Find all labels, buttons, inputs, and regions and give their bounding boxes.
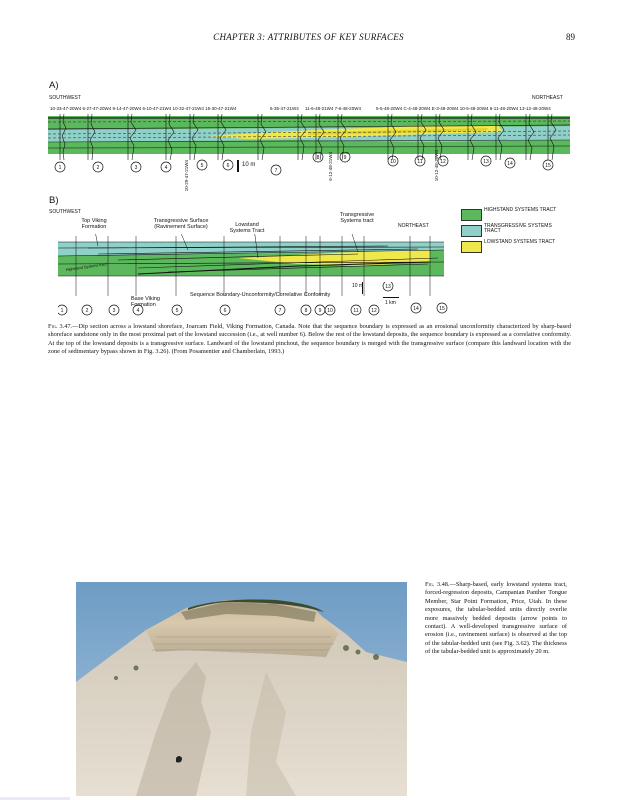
figure-b-well-markers [58,282,458,322]
figure-a-well-ids-mid2: 11-6-48-21W4 7-6-48-20W4 [305,106,361,111]
figure-a-well-ids-mid: 6-35-47-21W4 [270,106,299,111]
fig-a-well-2: 2 [96,165,100,171]
fig-b-well-1: 1 [60,308,64,314]
fig-a-well-7: 7 [274,168,278,174]
legend-lowstand: LOWSTAND SYSTEMS TRACT [484,239,556,245]
label-transgressive-tract: Transgressive Systems tract [339,212,375,224]
fig-a-well-6: 6 [226,163,230,169]
fig-b-well-4: 4 [136,308,140,314]
figure-a-vertical-id-3: 10-12-48-21W4 [434,150,439,182]
fig-a-well-10: 10 [390,159,396,165]
fig-b-well-10: 10 [327,308,333,314]
fig-a-well-1: 1 [58,165,62,171]
figure-b-southwest: SOUTHWEST [49,209,81,215]
fig-b-well-15: 15 [439,306,445,312]
label-top-viking: Top Viking Formation [81,218,107,230]
legend-swatch-transgressive [461,225,482,237]
fig-a-well-9: 9 [343,155,347,161]
fig-a-well-3: 3 [134,165,138,171]
figure-a-label: A) [49,80,59,91]
chapter-title: CHAPTER 3: ATTRIBUTES OF KEY SURFACES [213,32,404,42]
label-transgressive-surface: Transgressive Surface (Ravinement Surface) [153,218,209,230]
fig-a-well-11: 11 [417,159,423,165]
figure-a-vertical-id-1: 10-29-47-21W4 [184,160,189,192]
fig-b-well-14: 14 [413,306,419,312]
caption-fig-3-47 [48,323,571,357]
fig-a-well-5: 5 [200,163,204,169]
fig-b-well-12: 12 [371,308,377,314]
legend-swatch-lowstand [461,241,482,253]
label-sequence-boundary: Sequence Boundary-Unconformity/Correlative Conformity [190,292,331,298]
figure-b-label: B) [49,195,59,206]
figure-a-well-ids-left: 10-33-47-20W4 6-27-47-20W4 9-14-47-20W4 6-10-47-21W4 10-32-47-21W4 15-30-47-21W4 [50,106,237,111]
fig-a-well-15: 15 [545,163,551,169]
figure-a-vertical-id-2: 6-12-48-21W4 [328,152,333,181]
figure-b-scale-v: 10 m [352,283,364,289]
fig-b-well-6: 6 [223,308,227,314]
fig-a-well-8: 8 [316,155,320,161]
fig-a-well-13: 13 [483,159,489,165]
figure-a-southwest: SOUTHWEST [49,95,81,101]
fig-a-well-4: 4 [164,165,168,171]
figure-a-scale-label: 10 m [242,162,256,168]
fig-b-well-3: 3 [112,308,116,314]
fig-b-well-2: 2 [85,308,89,314]
b-highstand-label: Highstand Systems tract [65,262,107,272]
fig-b-well-13: 13 [385,284,391,290]
figure-a-well-ids-right: 5-5-48-20W4 C-4-48-20W4 E-3-48-20W4 10-5-48-20W4 6-11-48-20W4 13-12-48-20W4 [376,106,551,111]
fig-b-well-11: 11 [353,308,359,314]
label-base-viking: Base Viking Formation [131,296,160,308]
fig-a-well-12: 12 [440,159,446,165]
page-number: 89 [566,32,575,42]
figure-b-northeast: NORTHEAST [398,223,429,229]
figure-a-northeast: NORTHEAST [532,95,563,101]
outcrop-photo [76,582,407,796]
caption-3-48-text: —Sharp-based, early lowstand systems tract, forced-regression deposits, Campanian Panther Tongue Member, Star Point Formation, Price, Utah. In these exposures, the tabular-bedded units directly overlie more massively bedded deposits (arrow points to contact). A well-developed transgressive surface of erosion (i.e., ravinement surface) is observed at the top of the tabular-bedded unit (see Fig. 3.62). The thickness of the tabular-bedded unit is approximately 20 m. [425,581,567,656]
fig-a-well-14: 14 [507,161,513,167]
caption-fig-3-48 [425,581,567,657]
caption-3-47-text: —Dip section across a lowstand shoreface, Joarcam Field, Viking Formation, Canada. Note that the sequence boundary is expressed as an erosional unconformity characterized by sharp-based shoreface sandstone only in the most proximal part of the lowstand succession (i.e., at well number 6). Below the rest of the lowstand deposits, the sequence boundary is expressed as a correlative conformity. At the top of the lowstand deposits is a transgressive surface. Landward of the lowstand pinchout, the sequence boundary is merged with the transgressive surface (compare this landward location with the zone of sedimentary bypass shown in Fig. 3.26). (From Posamentier and Chamberlain, 1993.) [48,323,571,356]
legend-swatch-highstand [461,209,482,221]
figure-a-well-markers [48,152,573,182]
legend-highstand: HIGHSTAND SYSTEMS TRACT [484,207,557,213]
caption-3-48-label: Fig. 3.48. [425,581,450,588]
label-lowstand-tract: Lowstand Systems Tract [229,222,265,234]
figure-b-scale-h: 1 km [385,300,396,306]
caption-3-47-label: Fig. 3.47. [48,323,73,330]
fig-b-well-8: 8 [304,308,308,314]
legend-transgressive: TRANSGRESSIVE SYSTEMS TRACT [484,223,552,235]
fig-b-well-9: 9 [318,308,322,314]
fig-b-well-5: 5 [175,308,179,314]
fig-b-well-7: 7 [278,308,282,314]
